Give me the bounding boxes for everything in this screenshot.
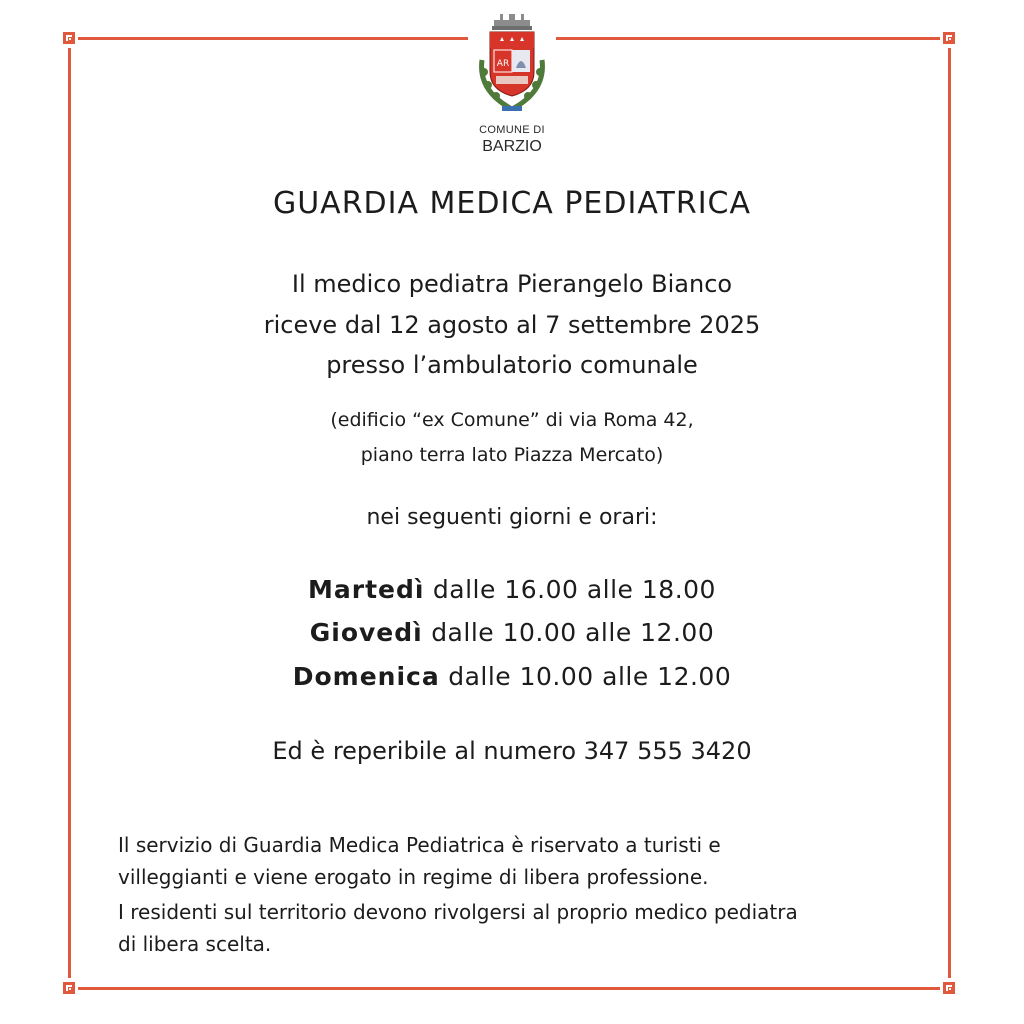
comune-name: BARZIO [482,138,542,155]
schedule-day: Giovedì [309,618,423,647]
frame-top-border-left [78,37,468,40]
schedule-row [112,575,912,604]
frame-corner-ornament [943,32,955,44]
frame-corner-ornament [943,982,955,994]
frame-right-border [948,48,951,978]
schedule-hours: dalle 16.00 alle 18.00 [432,575,716,604]
schedule-hours: dalle 10.00 alle 12.00 [448,662,732,691]
frame-corner-ornament [63,32,75,44]
intro-line: riceve dal 12 agosto al 7 settembre 2025 [263,311,761,339]
coat-of-arms-icon [472,10,552,122]
frame-corner-ornament [63,982,75,994]
schedule-intro: nei seguenti giorni e orari: [366,505,658,530]
schedule-hours: dalle 10.00 alle 12.00 [431,618,715,647]
intro-line: presso l’ambulatorio comunale [326,351,698,379]
address-line: piano terra lato Piazza Mercato) [360,444,664,466]
frame-top-border-right [556,37,940,40]
page-title: GUARDIA MEDICA PEDIATRICA [272,186,752,221]
footer-note-line: di libera scelta. [118,932,272,956]
intro-line: Il medico pediatra Pierangelo Bianco [291,270,733,298]
footer-note-line: villeggianti e viene erogato in regime di libera professione. [118,865,709,889]
schedule-row [112,618,912,647]
comune-label: COMUNE DI [479,124,545,136]
footer-note-line: I residenti sul territorio devono rivolgersi al proprio medico pediatra [118,900,798,924]
schedule-row [112,662,912,691]
frame-bottom-border [78,987,940,990]
frame-left-border [68,48,71,978]
footer-note-line: Il servizio di Guardia Medica Pediatrica è riservato a turisti e [118,833,721,857]
address-line: (edificio “ex Comune” di via Roma 42, [330,409,694,431]
contact-phone: Ed è reperibile al numero 347 555 3420 [272,737,752,765]
coat-of-arms-letters: AR [496,59,510,69]
schedule-day: Martedì [308,575,425,604]
schedule-day: Domenica [292,662,440,691]
